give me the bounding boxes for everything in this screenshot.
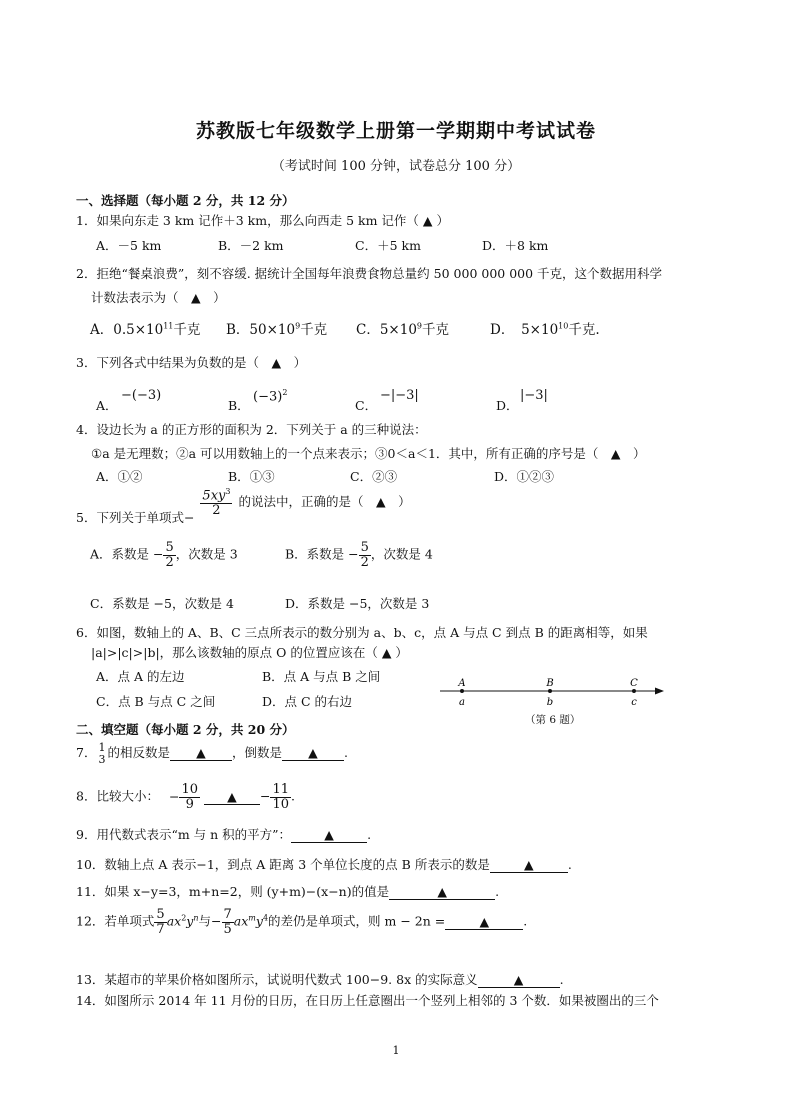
q6-option-d: D．点 C 的右边	[262, 694, 353, 709]
question-11: 11．如果 x−y=3，m+n=2，则 (y+m)−(x−n)的值是 ▲ .	[76, 884, 500, 899]
section-heading-fill-in: 二、填空题（每小题 2 分，共 20 分）	[76, 722, 295, 737]
q6-option-b: B．点 A 与点 B 之间	[262, 669, 381, 684]
q1-option-a: A．－5 km	[96, 238, 162, 253]
value-c-label: c	[631, 697, 637, 708]
page-title: 苏教版七年级数学上册第一学期期中考试试卷	[195, 120, 596, 142]
number-line-figure	[436, 676, 668, 712]
number-line-arrow	[655, 688, 664, 695]
question-9: 9．用代数式表示“m 与 n 积的平方”： ▲ .	[76, 827, 372, 842]
q4-option-c: C．②③	[350, 469, 398, 484]
question-2-stem: 2．拒绝“餐桌浪费”，刻不容缓. 据统计全国每年浪费食物总量约 50 000 000 000 千克，这个数据用科学	[76, 266, 663, 281]
question-4-statements: ①a 是无理数；②a 可以用数轴上的一个点来表示；③0＜a＜1．其中，所有正确的序号是（ ▲ ）	[91, 446, 646, 461]
q6-option-c: C．点 B 与点 C 之间	[96, 694, 216, 709]
q9-blank[interactable]: ▲	[291, 827, 367, 843]
q6-option-a: A．点 A 的左边	[96, 669, 185, 684]
q1-option-b: B．－2 km	[218, 238, 284, 253]
point-b-label: B	[546, 678, 554, 689]
q2-option-c: C．$5\times 10^9$千克	[356, 321, 450, 338]
q3-option-d-expr: |−3|	[520, 388, 548, 403]
question-12: 12．若单项式 $\frac{5}{7}$ $ax^2y^n$与− $\frac{7}{5}$ $ax^my^4$的差仍是单项式，则 m − 2n = ▲ .	[76, 907, 528, 937]
value-a-label: a	[459, 697, 465, 708]
q5-option-a: A．系数是 − $\frac{5}{2}$ ，次数是 3	[90, 540, 238, 570]
q1-option-c: C．＋5 km	[355, 238, 421, 253]
question-10: 10．数轴上点 A 表示−1，到点 A 距离 3 个单位长度的点 B 所表示的数是 ▲ .	[76, 857, 572, 872]
q11-blank[interactable]: ▲	[389, 884, 495, 900]
point-b-dot	[548, 689, 552, 693]
question-6-condition: |a|>|c|>|b|，那么该数轴的原点 O 的位置应该在（ ▲ ）	[91, 645, 408, 660]
question-6-stem: 6．如图，数轴上的 A、B、C 三点所表示的数分别为 a、b、c，点 A 与点 C 到点 B 的距离相等，如果	[76, 625, 648, 640]
q1-option-d: D．＋8 km	[482, 238, 549, 253]
q2-option-a: A．$0.5\times 10^{11}$千克	[90, 321, 201, 338]
q12-blank[interactable]: ▲	[445, 914, 523, 930]
question-5-stem: 5．下列关于单项式− $\frac{5xy^3}{2}$ 的说法中，正确的是（ ▲ ）	[76, 487, 411, 526]
question-13: 13．某超市的苹果价格如图所示，试说明代数式 100−9. 8x 的实际意义 ▲ .	[76, 972, 564, 987]
question-2-stem-line2: 计数法表示为（ ▲ ）	[91, 290, 226, 305]
question-4-stem: 4．设边长为 a 的正方形的面积为 2．下列关于 a 的三种说法：	[76, 422, 427, 437]
q3-option-b-label: B．	[228, 398, 250, 413]
question-7: 7． 1 3 的相反数是 ▲ ，倒数是 ▲ .	[76, 741, 348, 766]
q4-option-b: B．①③	[228, 469, 275, 484]
value-b-label: b	[546, 697, 554, 708]
q3-option-a-expr: −(−3)	[121, 388, 162, 403]
page-number: 1	[392, 1044, 400, 1057]
q2-option-b: B．$50\times 10^9$千克	[226, 321, 328, 338]
q7-blank-1[interactable]: ▲	[170, 745, 232, 761]
q3-option-c-label: C．	[355, 398, 378, 413]
q4-option-d: D．①②③	[494, 469, 555, 484]
point-c-dot	[632, 689, 636, 693]
point-a-label: A	[458, 678, 466, 689]
q3-option-b-expr: $(-3)^2$	[253, 388, 288, 405]
q4-option-a: A．①②	[96, 469, 143, 484]
question-3-stem: 3．下列各式中结果为负数的是（ ▲ ）	[76, 355, 307, 370]
q3-option-c-expr: −|−3|	[380, 388, 419, 403]
q8-blank[interactable]: ▲	[204, 789, 260, 805]
q13-blank[interactable]: ▲	[478, 972, 560, 988]
figure-6-caption: （第 6 题）	[525, 714, 581, 726]
q5-option-c: C．系数是 −5，次数是 4	[90, 596, 234, 611]
point-a-dot	[460, 689, 464, 693]
q3-option-a-label: A．	[96, 398, 118, 413]
question-8: 8．比较大小： − $\frac{10}{9}$ ▲ − $\frac{11}{10}$ .	[76, 782, 295, 812]
page-subtitle: （考试时间 100 分钟，试卷总分 100 分）	[271, 159, 521, 174]
q2-option-d: D． $5\times 10^{10}$千克.	[490, 321, 600, 338]
q10-blank[interactable]: ▲	[490, 857, 568, 873]
section-heading-choice: 一、选择题（每小题 2 分，共 12 分）	[76, 193, 295, 208]
question-1-stem: 1．如果向东走 3 km 记作＋3 km，那么向西走 5 km 记作（ ▲ ）	[76, 213, 449, 228]
q5-option-b: B．系数是 − $\frac{5}{2}$ ，次数是 4	[285, 540, 433, 570]
question-14: 14．如图所示 2014 年 11 月份的日历，在日历上任意圈出一个竖列上相邻的 3 个数．如果被圈出的三个	[76, 993, 659, 1008]
q7-blank-2[interactable]: ▲	[282, 745, 344, 761]
q5-option-d: D．系数是 −5，次数是 3	[285, 596, 430, 611]
point-c-label: C	[630, 678, 638, 689]
q3-option-d-label: D．	[496, 398, 519, 413]
